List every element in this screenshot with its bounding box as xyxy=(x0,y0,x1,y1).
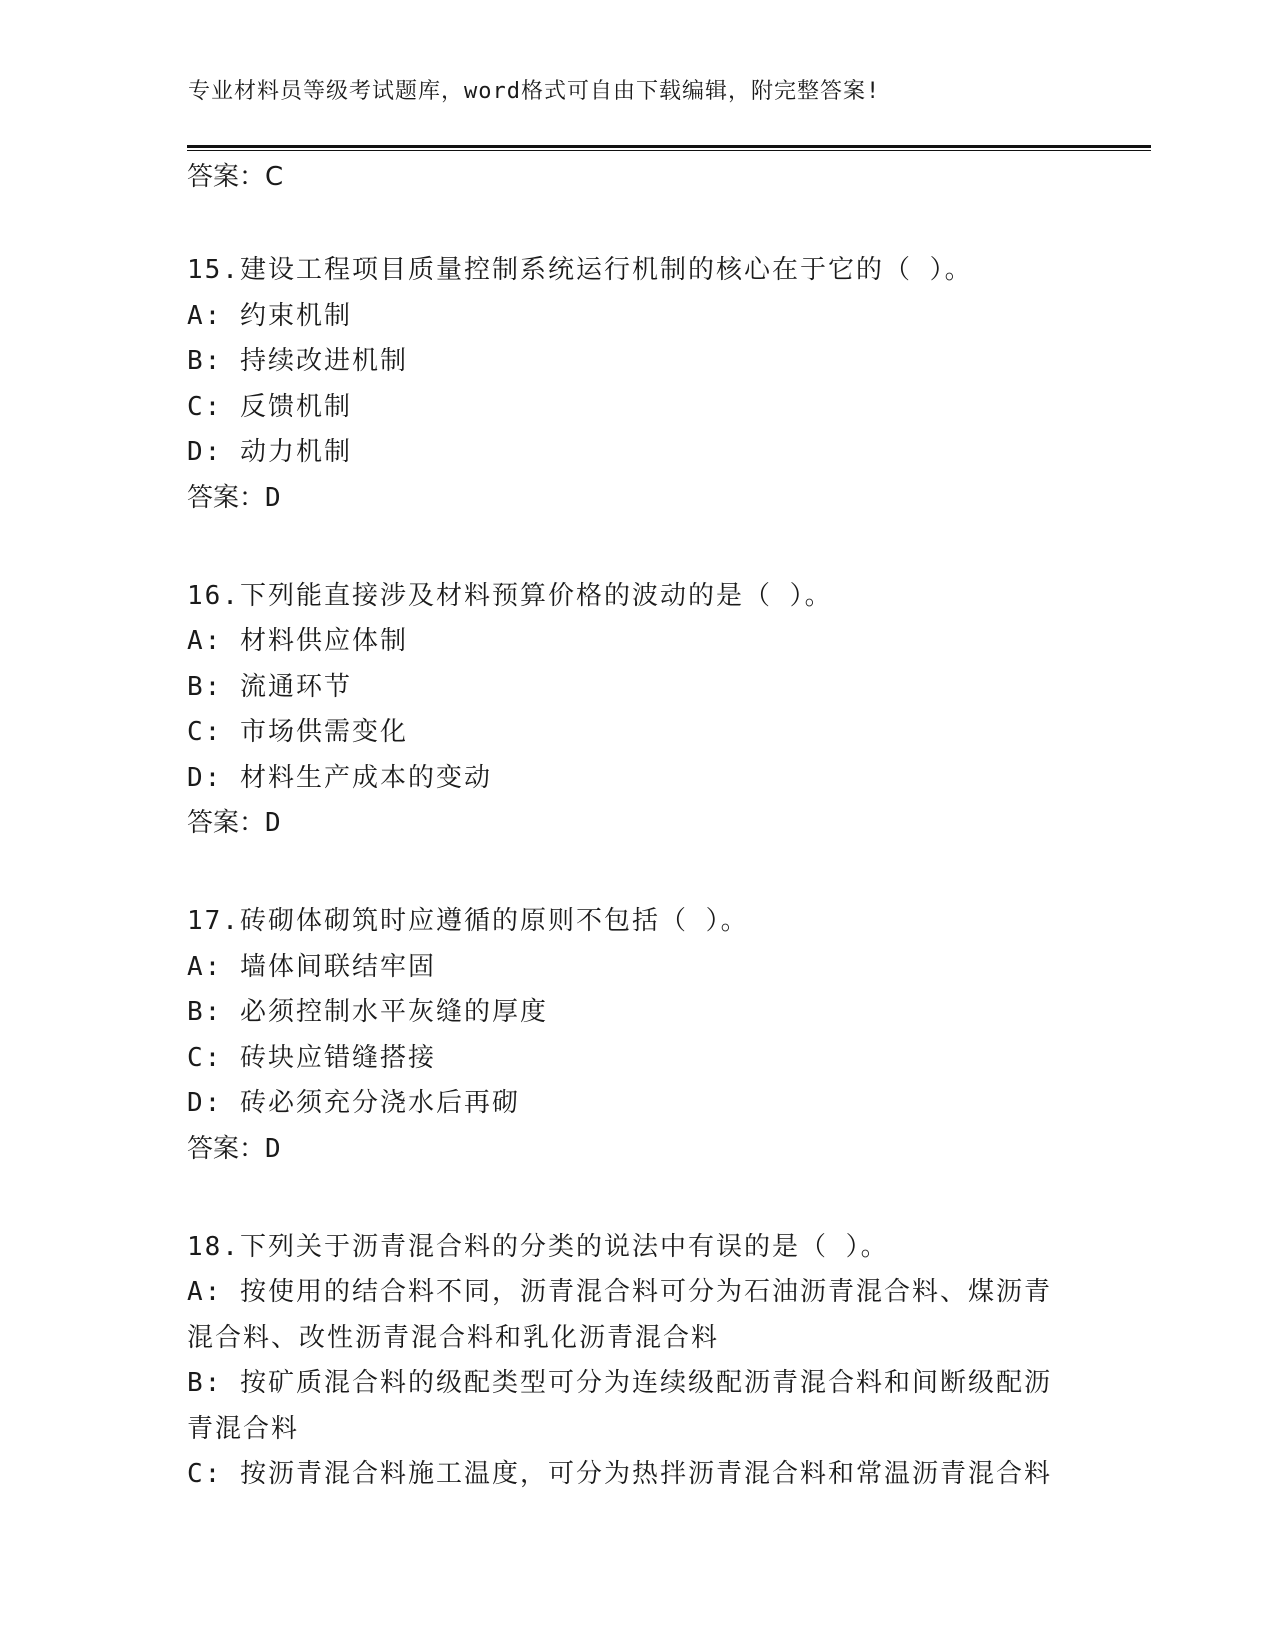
answer-value: D xyxy=(265,482,281,513)
question-stem: 17.砖砌体砌筑时应遵循的原则不包括（ ）。 xyxy=(187,906,749,936)
option-text: 必须控制水平灰缝的厚度 xyxy=(239,997,548,1027)
header-divider-thin xyxy=(187,150,1151,151)
option-key: B xyxy=(187,346,205,376)
option-text: 墙体间联结牢固 xyxy=(239,951,436,982)
option-separator: : xyxy=(204,346,240,376)
answer-value: D xyxy=(265,1133,281,1164)
option-text: 按矿质混合料的级配类型可分为连续级配沥青混合料和间断级配沥青混合料 xyxy=(187,1368,1052,1444)
option-key: A xyxy=(187,300,205,331)
option-a xyxy=(187,945,1067,991)
option-key: C xyxy=(187,391,205,422)
question-stem: 15.建设工程项目质量控制系统运行机制的核心在于它的（ ）。 xyxy=(187,255,973,285)
option-separator: : xyxy=(204,671,240,702)
option-b xyxy=(187,990,1067,1036)
option-text: 市场供需变化 xyxy=(239,717,408,747)
option-c xyxy=(187,1452,1067,1498)
option-key: A xyxy=(187,626,205,656)
page-header: 专业材料员等级考试题库，word格式可自由下载编辑，附完整答案! xyxy=(188,79,881,104)
option-text: 流通环节 xyxy=(239,671,352,702)
question-answer xyxy=(187,801,1067,845)
question-list xyxy=(187,156,1067,1498)
question-17 xyxy=(187,899,1067,1171)
option-c xyxy=(187,710,1067,756)
option-text: 按使用的结合料不同，沥青混合料可分为石油沥青混合料、煤沥青混合料、改性沥青混合料和乳化沥青混合料 xyxy=(187,1277,1052,1353)
question-15 xyxy=(187,248,1067,520)
option-separator: : xyxy=(204,762,240,793)
option-separator: : xyxy=(204,1459,240,1489)
question-answer xyxy=(187,476,1067,520)
option-key: D xyxy=(187,1088,205,1118)
option-text: 约束机制 xyxy=(239,300,352,331)
answer-label: 答案： xyxy=(187,162,266,192)
option-text: 反馈机制 xyxy=(239,391,352,422)
question-stem: 18.下列关于沥青混合料的分类的说法中有误的是（ ）。 xyxy=(187,1231,889,1262)
option-separator: : xyxy=(204,717,240,747)
question-18 xyxy=(187,1225,1067,1498)
header-divider-thick xyxy=(187,145,1151,148)
previous-answer xyxy=(187,160,1067,194)
option-separator: : xyxy=(204,1042,240,1073)
answer-value: C xyxy=(265,162,284,192)
answer-label: 答案： xyxy=(187,1133,266,1164)
option-key: D xyxy=(187,437,205,467)
option-a xyxy=(187,619,1067,665)
option-text: 材料供应体制 xyxy=(239,626,408,656)
question-answer xyxy=(187,1127,1067,1171)
option-key: C xyxy=(187,1042,205,1073)
option-d xyxy=(187,1081,1067,1127)
option-a xyxy=(187,294,1067,340)
option-d xyxy=(187,430,1067,476)
option-key: B xyxy=(187,671,205,702)
option-key: C xyxy=(187,717,205,747)
option-key: A xyxy=(187,1277,205,1307)
option-separator: : xyxy=(204,1368,240,1398)
option-d xyxy=(187,756,1067,802)
answer-value: D xyxy=(265,808,281,838)
option-text: 砖必须充分浇水后再砌 xyxy=(239,1088,520,1118)
option-separator: : xyxy=(204,626,240,656)
option-text: 按沥青混合料施工温度，可分为热拌沥青混合料和常温沥青混合料 xyxy=(239,1459,1052,1489)
option-c xyxy=(187,1036,1067,1082)
option-b xyxy=(187,665,1067,711)
option-separator: : xyxy=(204,391,240,422)
option-text: 动力机制 xyxy=(239,437,352,467)
option-b xyxy=(187,339,1067,385)
option-b xyxy=(187,1361,1067,1452)
option-text: 砖块应错缝搭接 xyxy=(239,1042,436,1073)
answer-label: 答案： xyxy=(187,808,266,838)
option-separator: : xyxy=(204,300,240,331)
option-c xyxy=(187,385,1067,431)
option-text: 持续改进机制 xyxy=(239,346,408,376)
option-key: C xyxy=(187,1459,205,1489)
option-separator: : xyxy=(204,437,240,467)
option-separator: : xyxy=(204,951,240,982)
option-separator: : xyxy=(204,1088,240,1118)
option-key: B xyxy=(187,997,205,1027)
option-separator: : xyxy=(204,997,240,1027)
answer-label: 答案： xyxy=(187,482,266,513)
option-key: D xyxy=(187,762,205,793)
option-a xyxy=(187,1270,1067,1361)
question-16 xyxy=(187,574,1067,846)
option-separator: : xyxy=(204,1277,240,1307)
option-key: B xyxy=(187,1368,205,1398)
question-stem: 16.下列能直接涉及材料预算价格的波动的是（ ）。 xyxy=(187,580,833,611)
option-key: A xyxy=(187,951,205,982)
option-text: 材料生产成本的变动 xyxy=(239,762,492,793)
